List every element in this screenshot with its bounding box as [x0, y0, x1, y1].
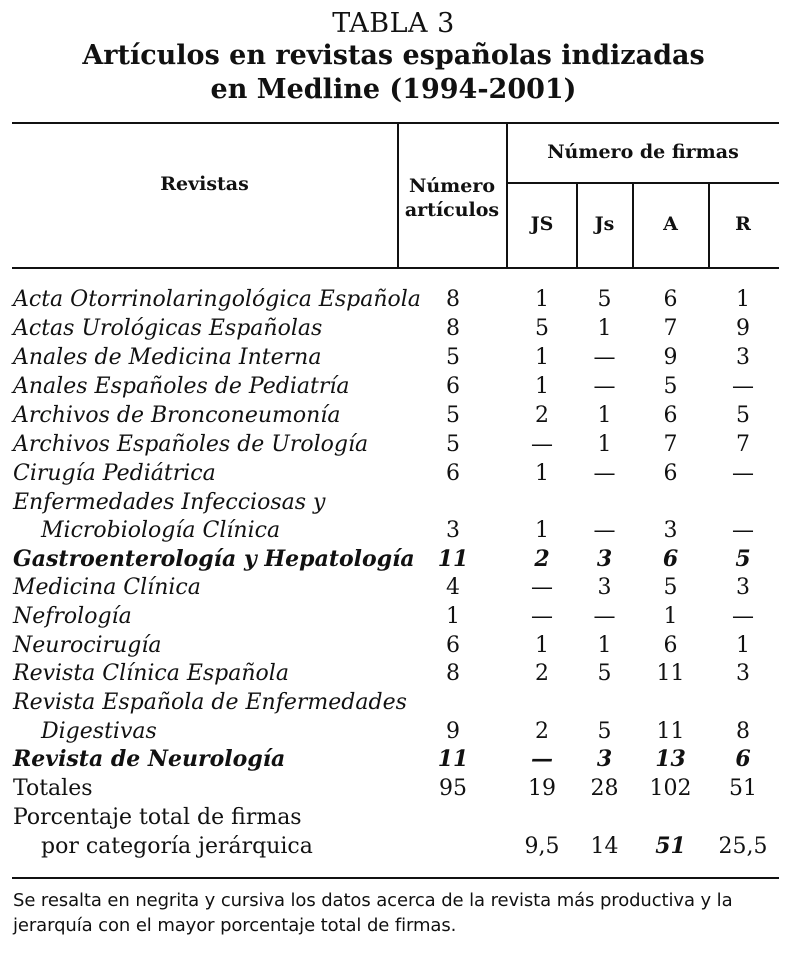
table-row	[0, 688, 787, 717]
journal-name: Gastroenterología y Hepatología	[13, 546, 415, 572]
firmas-r: 1	[736, 287, 750, 312]
firmas-r: 7	[736, 432, 750, 457]
firmas-rule	[507, 182, 779, 184]
table-row	[0, 285, 787, 314]
firmas-r: 6	[735, 746, 751, 772]
num-articulos: 6	[446, 461, 460, 486]
header-bottom-rule	[12, 267, 779, 269]
table-row	[0, 459, 787, 488]
percentage-a: 51	[655, 833, 686, 859]
firmas-r: 9	[736, 316, 750, 341]
totals-r: 51	[729, 776, 757, 801]
firmas-js-upper: 1	[535, 461, 549, 486]
percentage-js-upper: 9,5	[524, 834, 560, 859]
num-articulos: 6	[446, 374, 460, 399]
header-js-lower: Js	[594, 213, 615, 235]
journal-name: Cirugía Pediátrica	[13, 461, 216, 486]
firmas-r: 3	[736, 575, 750, 600]
firmas-js-upper: 2	[535, 661, 549, 686]
firmas-js-upper: 2	[535, 719, 549, 744]
firmas-js-lower: 1	[597, 316, 612, 341]
firmas-a: 6	[663, 633, 678, 658]
num-articulos: 1	[446, 604, 460, 629]
header-firmas: Número de firmas	[547, 141, 739, 163]
table-row	[0, 631, 787, 660]
firmas-a: 6	[663, 461, 678, 486]
firmas-a: 5	[663, 374, 678, 399]
table-row	[0, 430, 787, 459]
firmas-r: 3	[736, 661, 750, 686]
firmas-r: —	[732, 461, 754, 486]
firmas-js-upper: 1	[535, 518, 549, 543]
table-row	[0, 659, 787, 688]
journal-name: Enfermedades Infecciosas y	[13, 490, 326, 515]
num-articulos: 11	[437, 746, 469, 772]
journal-name: Medicina Clínica	[13, 575, 201, 600]
firmas-a: 3	[663, 518, 678, 543]
firmas-js-lower: 3	[597, 575, 612, 600]
table-row	[0, 314, 787, 343]
journal-name: Anales de Medicina Interna	[13, 345, 322, 370]
firmas-a: 6	[662, 546, 679, 572]
firmas-js-upper: —	[531, 604, 553, 629]
header-js-upper: JS	[530, 213, 554, 235]
journal-name: Archivos de Bronconeumonía	[13, 403, 341, 428]
journal-name: Actas Urológicas Españolas	[13, 316, 323, 341]
totals-js-lower: 28	[590, 776, 619, 801]
firmas-js-upper: 5	[535, 316, 549, 341]
num-articulos: 4	[446, 575, 460, 600]
firmas-js-lower: —	[593, 374, 616, 399]
totals-a: 102	[649, 776, 692, 801]
firmas-a: 11	[656, 719, 685, 744]
firmas-a: 11	[656, 661, 685, 686]
firmas-js-lower: —	[593, 518, 616, 543]
table-label: TABLA 3	[332, 8, 455, 39]
firmas-a: 7	[663, 316, 678, 341]
num-articulos: 6	[446, 633, 460, 658]
firmas-js-lower: 1	[597, 633, 612, 658]
num-articulos: 5	[446, 432, 460, 457]
header-revistas: Revistas	[160, 173, 249, 195]
header-numero-line1: Número	[408, 175, 496, 197]
firmas-js-upper: 1	[535, 287, 549, 312]
bottom-rule	[12, 877, 779, 879]
journal-name: Revista de Neurología	[13, 746, 286, 772]
num-articulos: 9	[446, 719, 460, 744]
percentage-row-label1	[0, 803, 787, 832]
percentage-label-line2: por categoría jerárquica	[41, 834, 313, 859]
num-articulos: 5	[446, 403, 460, 428]
journal-name: Microbiología Clínica	[41, 518, 281, 543]
num-articulos: 8	[446, 316, 460, 341]
firmas-js-lower: —	[593, 345, 616, 370]
firmas-js-lower: 5	[597, 661, 612, 686]
firmas-js-lower: —	[593, 604, 616, 629]
table-row	[0, 372, 787, 401]
journal-name: Anales Españoles de Pediatría	[13, 374, 350, 399]
table-row	[0, 516, 787, 545]
table-row	[0, 401, 787, 430]
firmas-r: 5	[735, 546, 751, 572]
journal-name: Neurocirugía	[13, 633, 162, 658]
percentage-row	[0, 832, 787, 861]
num-articulos: 8	[446, 287, 460, 312]
num-articulos: 11	[437, 546, 469, 572]
firmas-js-upper: 2	[534, 546, 550, 572]
firmas-js-upper: —	[531, 575, 553, 600]
firmas-a: 6	[663, 287, 678, 312]
firmas-r: 1	[736, 633, 750, 658]
percentage-js-lower: 14	[590, 834, 619, 859]
table-row	[0, 717, 787, 746]
firmas-r: —	[732, 604, 754, 629]
firmas-r: —	[732, 518, 754, 543]
num-articulos: 3	[446, 518, 460, 543]
header-numero-line2: artículos	[404, 199, 500, 221]
header-a: A	[663, 213, 678, 235]
table-row	[0, 488, 787, 517]
table-row	[0, 573, 787, 602]
firmas-a: 5	[663, 575, 678, 600]
totals-label: Totales	[13, 776, 93, 801]
firmas-js-lower: 5	[597, 287, 612, 312]
percentage-r: 25,5	[718, 834, 768, 859]
firmas-js-upper: 1	[535, 633, 549, 658]
firmas-a: 9	[663, 345, 678, 370]
top-rule	[12, 122, 779, 124]
firmas-js-upper: 2	[535, 403, 549, 428]
journal-name: Revista Española de Enfermedades	[13, 690, 407, 715]
firmas-js-upper: —	[531, 432, 553, 457]
totals-js-upper: 19	[528, 776, 556, 801]
table-row	[0, 602, 787, 631]
table-title-line2: en Medline (1994-2001)	[210, 74, 577, 105]
percentage-label-line1: Porcentaje total de firmas	[13, 805, 302, 830]
firmas-r: 3	[736, 345, 750, 370]
journal-name: Archivos Españoles de Urología	[13, 432, 369, 457]
journal-name: Digestivas	[41, 719, 157, 744]
table-row-highlighted	[0, 745, 787, 774]
num-articulos: 5	[446, 345, 460, 370]
firmas-js-lower: —	[593, 461, 616, 486]
table-footnote: Se resalta en negrita y cursiva los datos acerca de la revista más productiva y la jerarquía con el mayor porcentaje total de firmas.	[13, 890, 733, 936]
totals-row	[0, 774, 787, 803]
firmas-js-lower: 1	[597, 403, 612, 428]
firmas-a: 1	[663, 604, 678, 629]
firmas-js-upper: —	[531, 746, 553, 772]
firmas-a: 13	[655, 746, 686, 772]
journal-name: Acta Otorrinolaringológica Española	[13, 287, 421, 312]
firmas-js-lower: 3	[596, 546, 613, 572]
table-row	[0, 343, 787, 372]
firmas-js-lower: 5	[597, 719, 612, 744]
firmas-r: 5	[736, 403, 750, 428]
firmas-r: 8	[736, 719, 750, 744]
journal-name: Revista Clínica Española	[13, 661, 289, 686]
firmas-js-upper: 1	[535, 345, 549, 370]
header-r: R	[735, 213, 751, 235]
firmas-js-lower: 3	[596, 746, 613, 772]
firmas-a: 7	[663, 432, 678, 457]
table-title-line1: Artículos en revistas españolas indizadas	[82, 40, 705, 71]
firmas-a: 6	[663, 403, 678, 428]
firmas-r: —	[732, 374, 754, 399]
table-row-highlighted	[0, 545, 787, 574]
journal-name: Nefrología	[13, 604, 132, 629]
firmas-js-upper: 1	[535, 374, 549, 399]
totals-num: 95	[439, 776, 467, 801]
firmas-js-lower: 1	[597, 432, 612, 457]
num-articulos: 8	[446, 661, 460, 686]
